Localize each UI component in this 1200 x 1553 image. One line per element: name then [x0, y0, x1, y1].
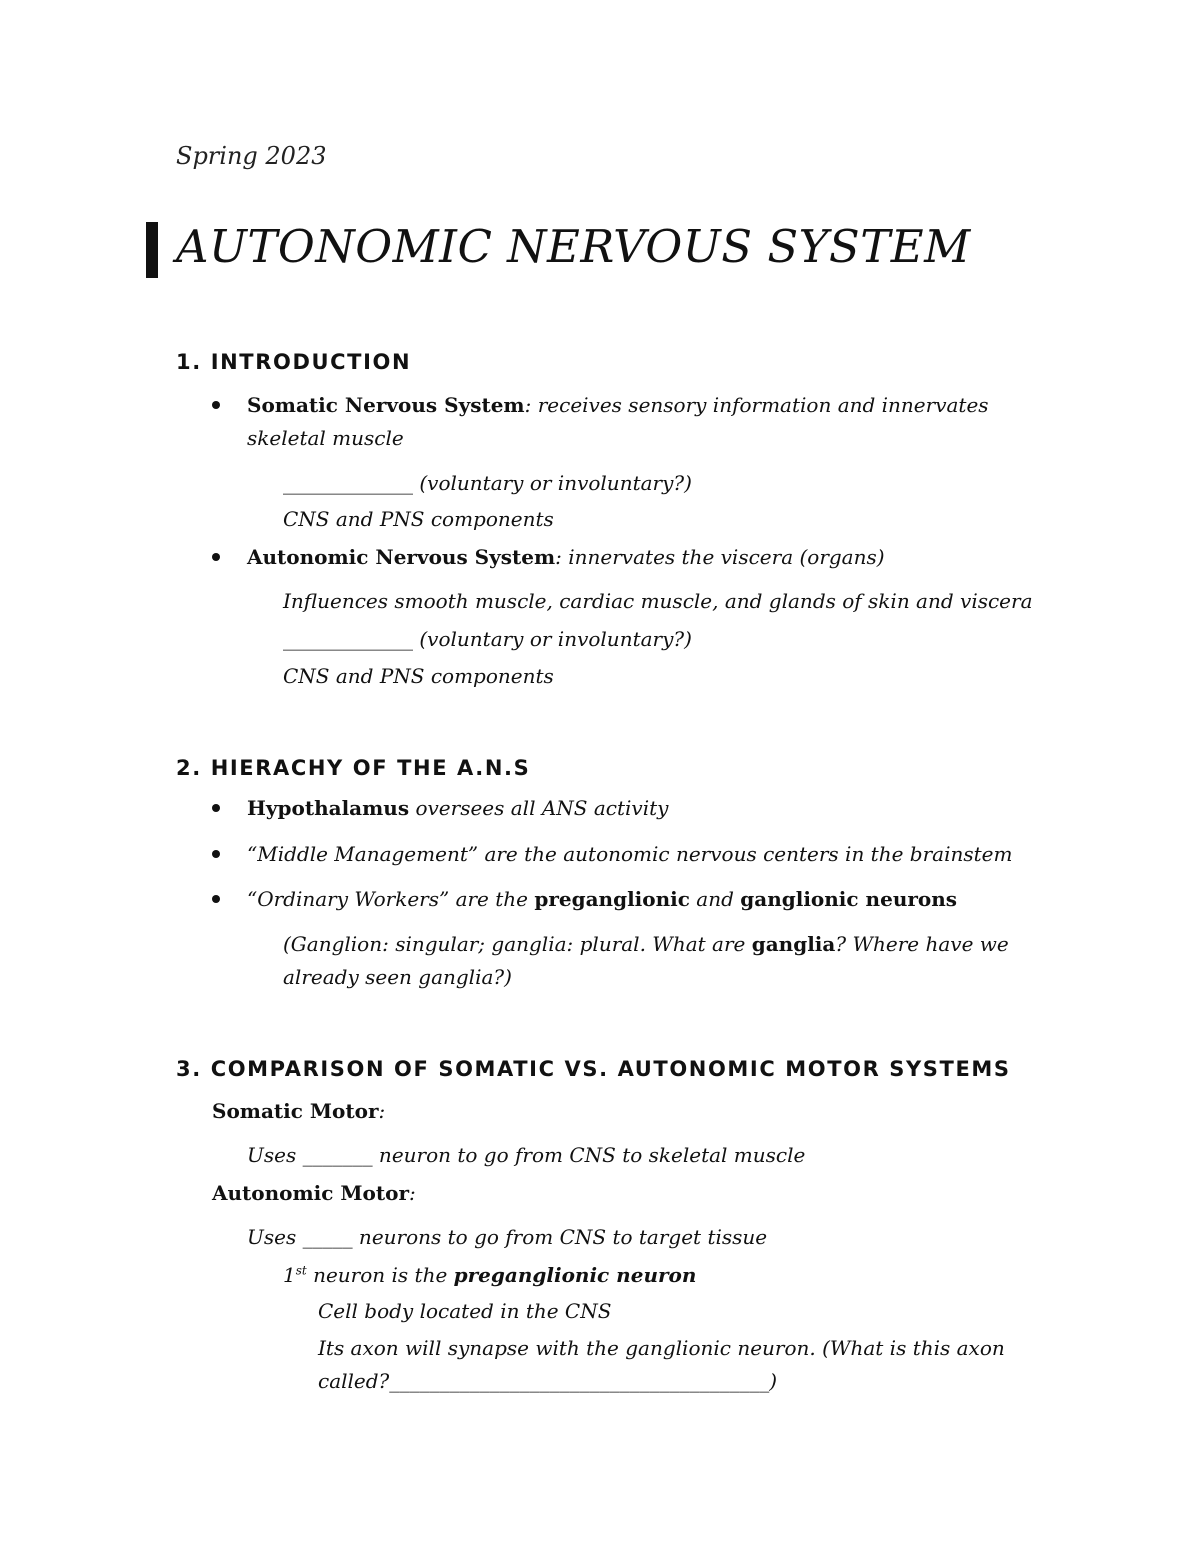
ganglion-note: (Ganglion: singular; ganglia: plural. What are ganglia? Where have we — [283, 932, 1009, 956]
somatic-motor-uses: Uses _______ neuron to go from CNS to skeletal muscle — [247, 1143, 806, 1167]
autonomic-ns-term: Autonomic Nervous System — [247, 545, 556, 569]
title-accent-bar — [146, 222, 158, 278]
bullet-icon — [212, 895, 220, 903]
section-2-heading — [176, 756, 530, 780]
axon-question-blank: called?______________________________________) — [318, 1369, 778, 1393]
preganglionic-neuron-term: preganglionic neuron — [453, 1263, 697, 1287]
bullet-icon — [212, 804, 220, 812]
section-2-number: 2. — [176, 756, 202, 780]
ganglion-note-cont: already seen ganglia?) — [283, 965, 512, 989]
bullet-icon — [212, 850, 220, 858]
somatic-ns-desc-cont: skeletal muscle — [247, 426, 404, 450]
autonomic-components: CNS and PNS components — [283, 664, 554, 688]
hypothalamus-term: Hypothalamus — [247, 796, 410, 820]
bullet-icon — [212, 553, 220, 561]
section-1-number: 1. — [176, 350, 202, 374]
hypothalamus-line: Hypothalamus oversees all ANS activity — [247, 796, 669, 820]
middle-management-line: “Middle Management” are the autonomic nervous centers in the brainstem — [247, 842, 1013, 866]
autonomic-ns-desc: innervates the viscera (organs) — [561, 545, 885, 569]
somatic-ns-desc: receives sensory information and innervates — [531, 393, 989, 417]
document-title: AUTONOMIC NERVOUS SYSTEM — [176, 220, 971, 273]
somatic-ns-line: Somatic Nervous System: receives sensory information and innervates — [247, 393, 989, 417]
section-3-title: COMPARISON OF SOMATIC VS. AUTONOMIC MOTOR SYSTEMS — [210, 1057, 1011, 1081]
ganglia-term: ganglia — [751, 932, 836, 956]
axon-question-line: Its axon will synapse with the ganglionic neuron. (What is this axon — [318, 1336, 1005, 1360]
autonomic-motor-uses: Uses _____ neurons to go from CNS to target tissue — [247, 1225, 768, 1249]
ganglionic-neurons-term: ganglionic neurons — [740, 887, 958, 911]
autonomic-motor-label: Autonomic Motor: — [212, 1181, 416, 1205]
first-neuron-line: 1st neuron is the preganglionic neuron — [283, 1263, 697, 1287]
section-3-number: 3. — [176, 1057, 202, 1081]
semester-label: Spring 2023 — [176, 142, 327, 170]
section-1-heading — [176, 350, 411, 374]
section-3-heading — [176, 1057, 1011, 1081]
somatic-voluntary-blank: _____________ (voluntary or involuntary?) — [283, 471, 692, 495]
section-2-title: HIERACHY OF THE A.N.S — [210, 756, 531, 780]
bullet-icon — [212, 401, 220, 409]
autonomic-voluntary-blank: _____________ (voluntary or involuntary?) — [283, 627, 692, 651]
somatic-ns-term: Somatic Nervous System — [247, 393, 525, 417]
somatic-motor-label: Somatic Motor: — [212, 1099, 386, 1123]
autonomic-ns-line: Autonomic Nervous System: innervates the viscera (organs) — [247, 545, 885, 569]
somatic-components: CNS and PNS components — [283, 507, 554, 531]
autonomic-influences: Influences smooth muscle, cardiac muscle, and glands of skin and viscera — [283, 589, 1033, 613]
section-1-title: INTRODUCTION — [210, 350, 412, 374]
cell-body-line: Cell body located in the CNS — [318, 1299, 612, 1323]
ordinary-workers-line: “Ordinary Workers” are the preganglionic and ganglionic neurons — [247, 887, 958, 911]
preganglionic-term: preganglionic — [534, 887, 690, 911]
